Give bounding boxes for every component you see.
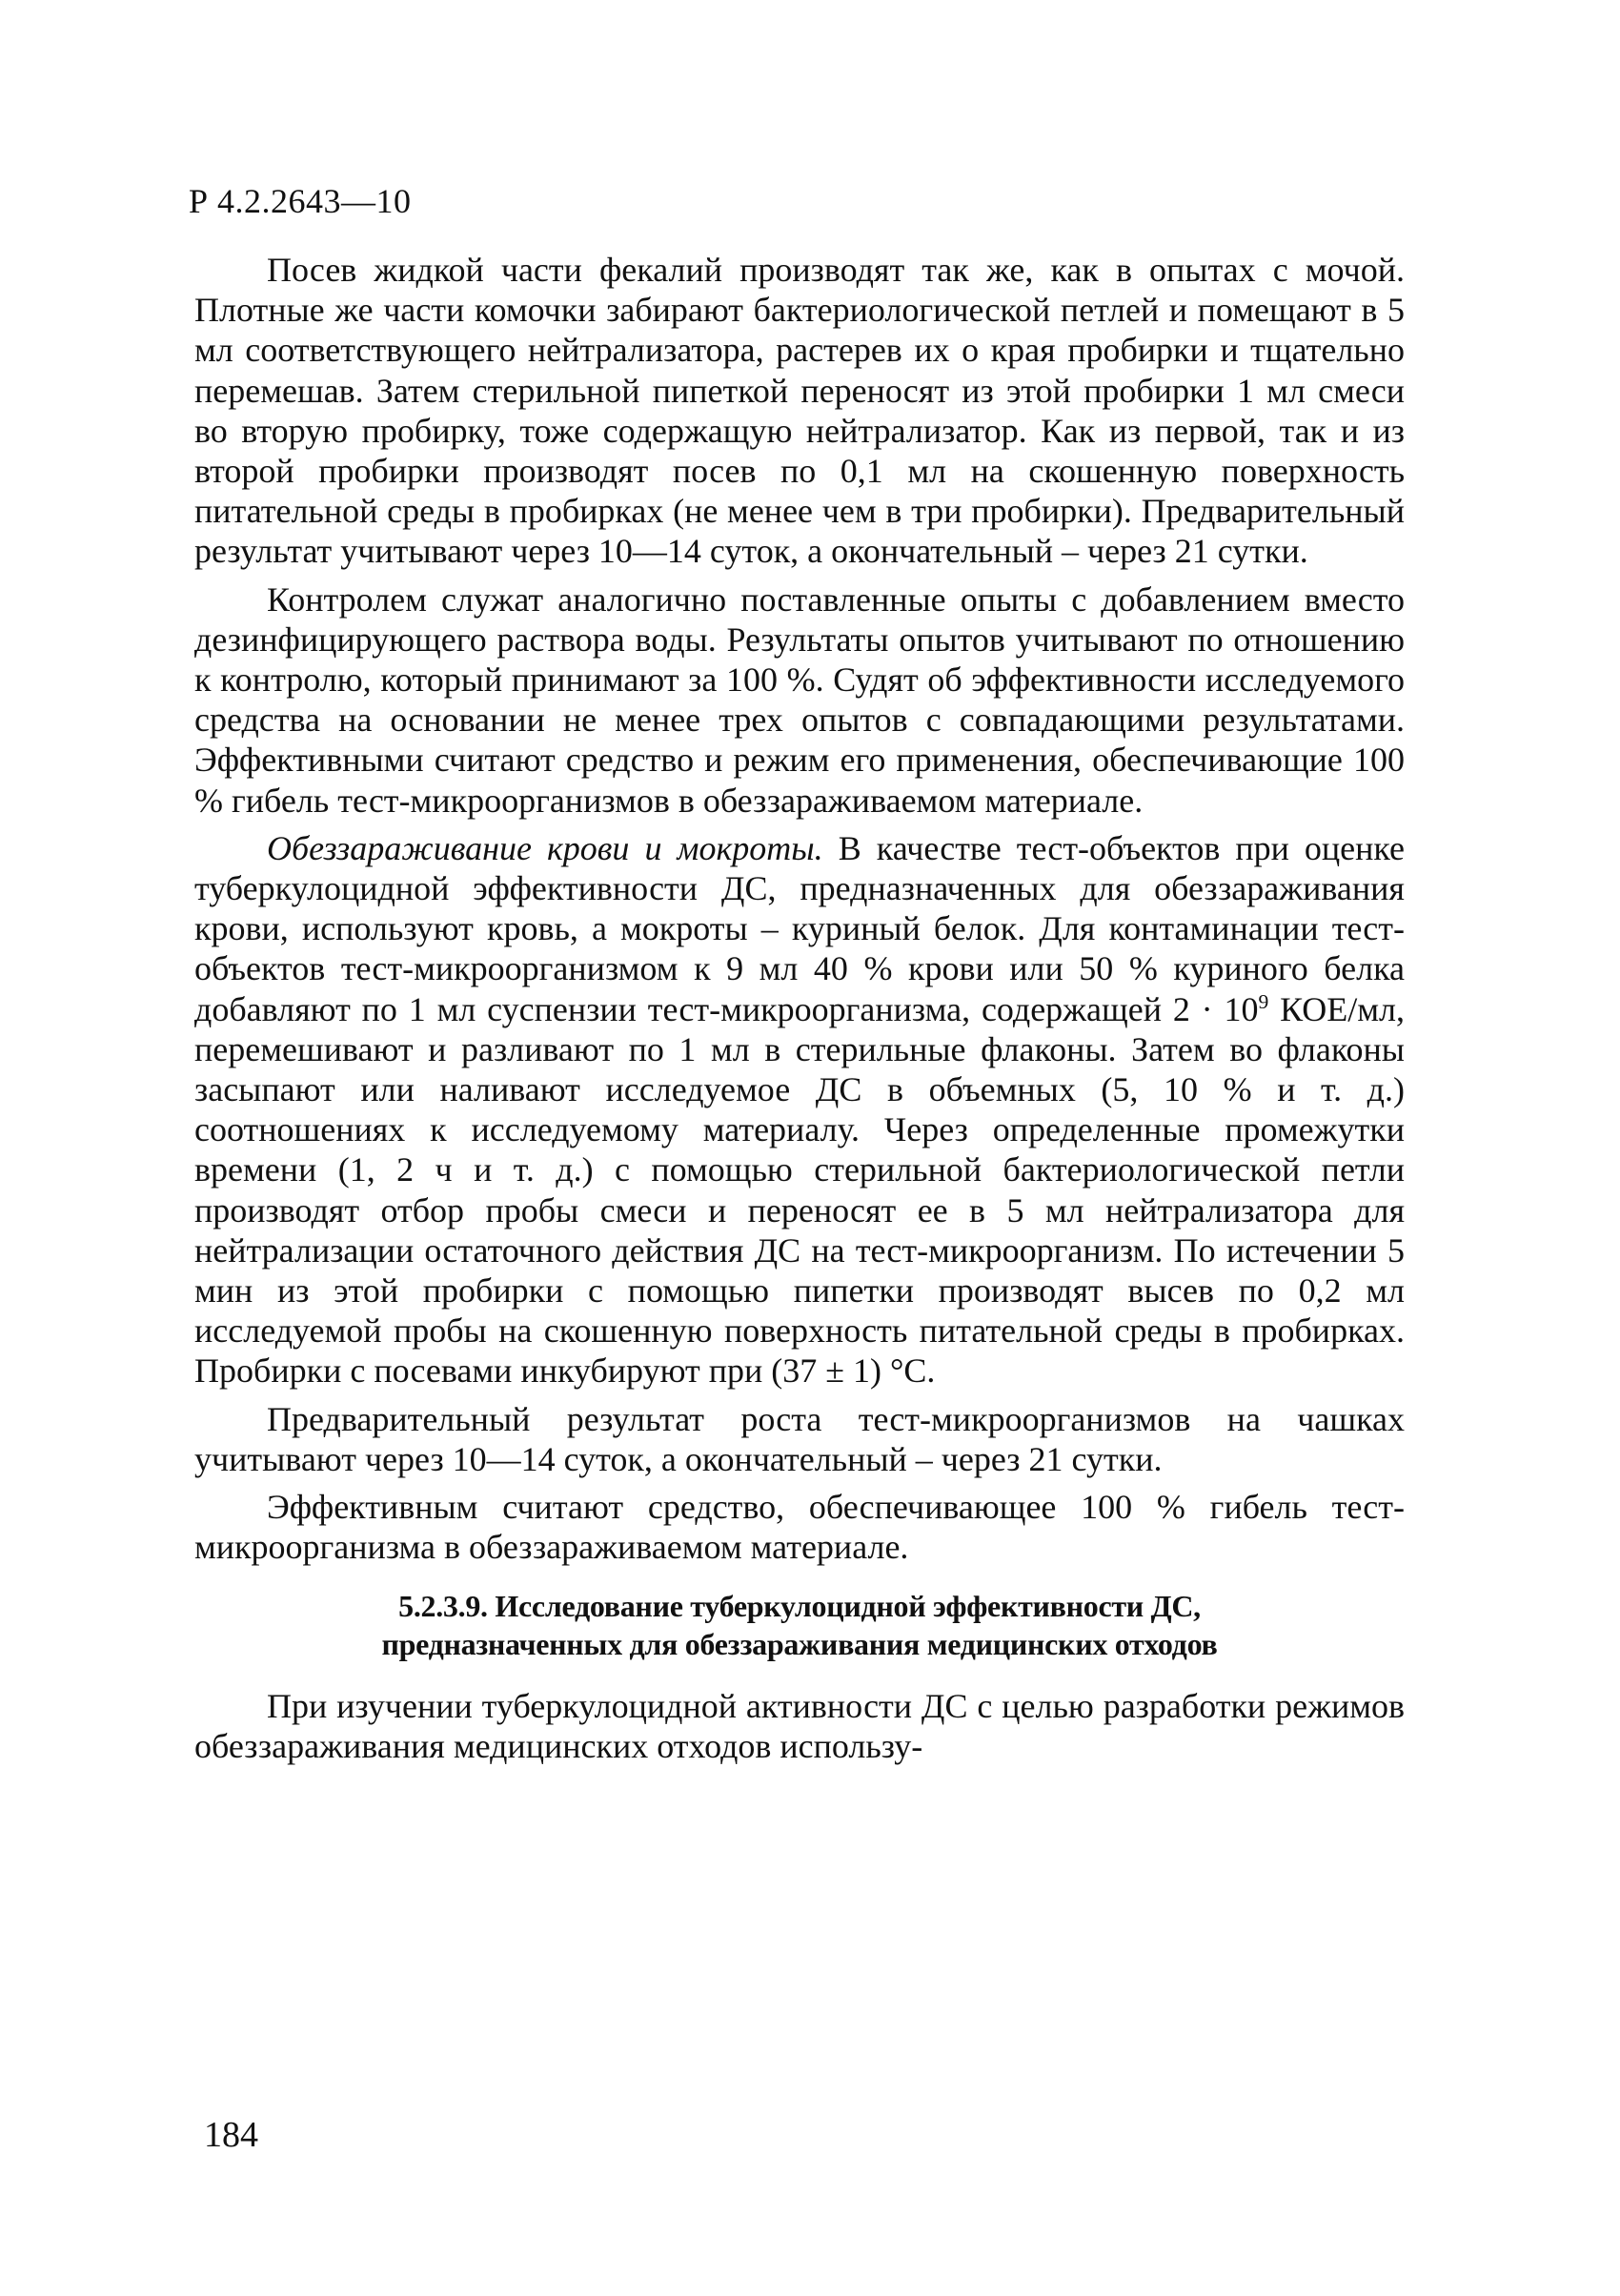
paragraph-medical-waste: При изучении туберкулоцидной активности ДС с целью разработки режимов обеззараживания медицинских отходов использу- [194, 1686, 1405, 1765]
paragraph-feces-seeding: Посев жидкой части фекалий производят так же, как в опытах с мочой. Плотные же части комочки забирают бактериологической петлей и помещают в 5 мл соответствующего нейтрализатора, растерев их о края пробирки и тщательно перемешав. Затем стерильной пипеткой переносят из этой пробирки 1 мл смеси во вторую пробирку, тоже содержащую нейтрализатор. Как из первой, так и из второй пробирки производят посев по 0,1 мл на скошенную поверхность питательной среды в пробирках (не менее чем в три пробирки). Предварительный результат учитывают через 10—14 суток, а окончательный – через 21 сутки. [194, 251, 1405, 571]
paragraph-preliminary-result: Предварительный результат роста тест-микроорганизмов на чашках учитывают через 10—14 суток, а окончательный – через 21 сутки. [194, 1399, 1405, 1478]
superscript-exponent: 9 [1258, 989, 1269, 1013]
document-code: Р 4.2.2643—10 [189, 182, 412, 220]
paragraph-lead-italic: Обеззараживание крови и мокроты. [267, 828, 823, 867]
section-heading-line1: 5.2.3.9. Исследование туберкулоцидной эффективности ДС, [398, 1588, 1201, 1623]
paragraph-blood-sputum [194, 828, 1405, 1392]
page-number: 184 [204, 2115, 258, 2155]
section-heading-line2: предназначенных для обеззараживания медицинских отходов [381, 1626, 1218, 1661]
paragraph-text-part2: КОЕ/мл, перемешивают и разливают по 1 мл в стерильные флаконы. Затем во флаконы засыпают или наливают исследуемое ДС в объемных (5, 10 % и т. д.) соотношениях к исследуемому материалу. Через определенные промежутки времени (1, 2 ч и т. д.) с помощью стерильной бактериологической петли производят отбор пробы смеси и переносят ее в 5 мл нейтрализатора для нейтрализации остаточного действия ДС на тест-микроорганизм. По истечении 5 мин из этой пробирки с помощью пипетки производят высев по 0,2 мл исследуемой пробы на скошенную поверхность питательной среды в пробирках. Пробирки с посевами инкубируют при (37 ± 1) °С. [194, 989, 1406, 1391]
paragraph-control: Контролем служат аналогично поставленные опыты с добавлением вместо дезинфицирующего раствора воды. Результаты опытов учитывают по отношению к контролю, который принимают за 100 %. Судят об эффективности исследуемого средства на основании не менее трех опытов с совпадающими результатами. Эффективными считают средство и режим его применения, обеспечивающие 100 % гибель тест-микроорганизмов в обеззараживаемом материале. [194, 579, 1405, 820]
paragraph-effective-criteria: Эффективным считают средство, обеспечивающее 100 % гибель тест-микроорганизма в обеззараживаемом материале. [194, 1488, 1405, 1567]
paragraph-text-part1: В качестве тест-объектов при оценке туберкулоцидной эффективности ДС, предназначенных для обеззараживания крови, используют кровь, а мокроты – куриный белок. Для контаминации тест-объектов тест-микроорганизмом к 9 мл 40 % крови или 50 % куриного белка добавляют по 1 мл суспензии тест-микроорганизма, содержащей 2 · 10 [194, 828, 1405, 1028]
section-heading [194, 1587, 1405, 1663]
document-body [194, 250, 1405, 1766]
